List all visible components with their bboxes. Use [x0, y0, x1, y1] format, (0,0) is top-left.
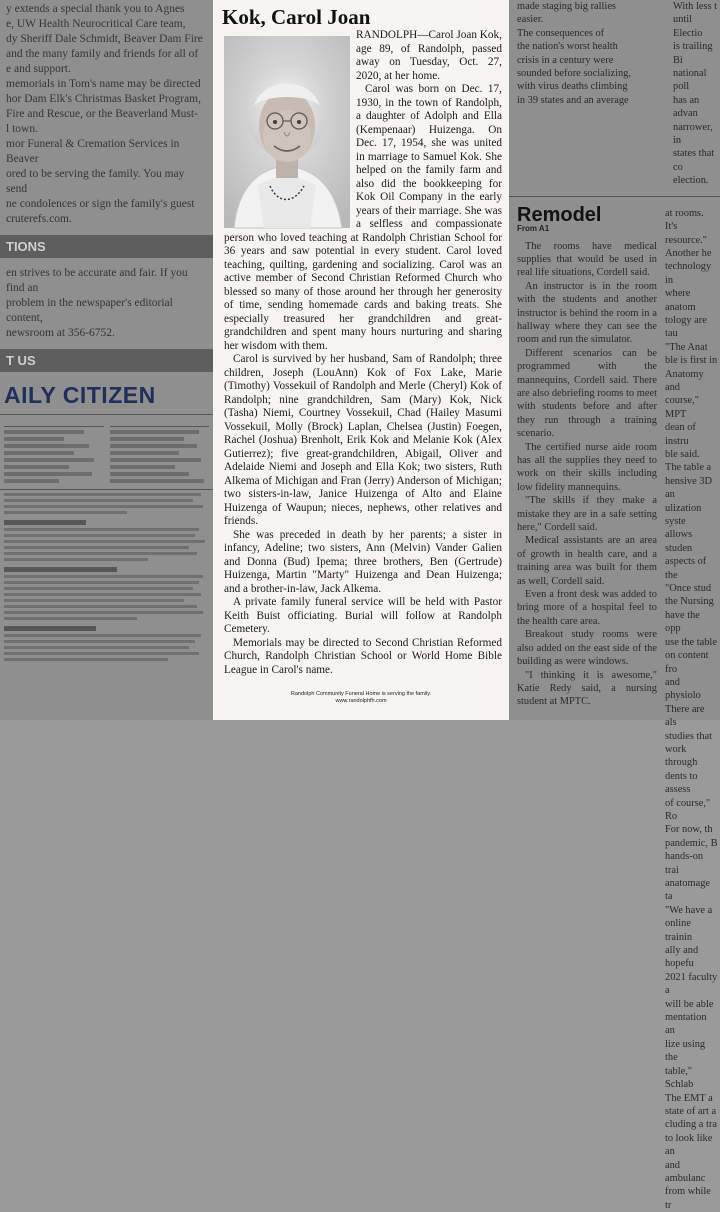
funeral-home-line: Randolph Community Funeral Home is serving the family. — [290, 691, 432, 697]
right-line: "The Anat — [665, 341, 708, 353]
left-line: e and support. — [6, 63, 71, 75]
right-line: mentation an — [665, 1012, 707, 1037]
right-line: "We have a — [665, 904, 713, 916]
right-line: studies that — [665, 730, 713, 742]
left-line: en strives to be accurate and fair. If you find an — [6, 267, 188, 294]
right-line: crisis in a century were — [517, 54, 614, 66]
remodel-col2 — [663, 207, 720, 1212]
contact-directory — [0, 418, 213, 486]
right-line: lize using the — [665, 1038, 706, 1064]
right-top-col2 — [671, 0, 720, 188]
remodel-paragraph: Different scenarios can be programmed with the mannequins, Cordell said. There are also debriefing rooms to meet with students before and after they run through a training scenario. — [517, 347, 657, 440]
right-line: state of art a — [665, 1105, 717, 1117]
right-line: have the opp — [665, 609, 700, 635]
right-top-columns — [509, 0, 720, 188]
left-page-dimmed — [0, 0, 213, 720]
right-line: allows studen — [665, 529, 693, 554]
contact-band: T US — [0, 349, 213, 372]
right-top-col1 — [509, 0, 671, 188]
right-line: to look like an — [665, 1132, 713, 1158]
right-line: made staging big rallies — [517, 1, 616, 12]
left-line: hor Dam Elk's Christmas Basket Program, — [6, 93, 201, 105]
right-line: course," MPT — [665, 395, 699, 420]
photo-spacer — [224, 29, 350, 231]
right-line: is trailing Bi — [673, 41, 713, 66]
left-line: ored to be serving the family. You may send — [6, 168, 185, 195]
right-line: on content fro — [665, 650, 709, 675]
left-top-text — [0, 0, 213, 229]
directory-col-left — [4, 418, 104, 486]
obituary-paragraph: Memorials may be directed to Second Christian Reformed Church, Randolph Christian School or World Home Bible League in Carol's name. — [224, 636, 502, 676]
divider — [509, 196, 720, 197]
left-line: and the many family and friends for all of — [6, 48, 199, 60]
funeral-home-url: www.randolphfh.com — [335, 697, 387, 704]
right-line: and ambulanc — [665, 1159, 706, 1184]
obituary-body — [213, 29, 509, 677]
remodel-paragraph: "I thinking it is awesome," Katie Redy said, a nursing student at MPTC. — [517, 669, 657, 708]
right-line: easier. — [517, 14, 544, 26]
right-line: with virus deaths climbing — [517, 81, 628, 93]
obituary-paragraph: A private family funeral service will be held with Pastor Keith Buist officiating. Burial will follow at Randolph Cemetery. — [224, 596, 502, 635]
left-line: y extends a special thank you to Agnes — [6, 3, 185, 15]
right-line: pandemic, B — [665, 837, 718, 849]
funeral-home-credit — [213, 691, 509, 704]
right-line: 2021 faculty a — [665, 971, 718, 997]
right-line: hensive 3D an — [665, 475, 713, 501]
right-line: There are als — [665, 703, 705, 729]
right-line: tology are tau — [665, 314, 707, 340]
right-line: resource." — [665, 234, 708, 246]
left-line: e, UW Health Neurocritical Care team, — [6, 18, 186, 30]
corrections-band: TIONS — [0, 235, 213, 258]
right-line: election. — [673, 175, 709, 187]
remodel-paragraph: The certified nurse aide room has all the supplies they need to work on their skills including low fidelity mannequins. — [517, 441, 657, 493]
right-line: hands-on trai — [665, 851, 704, 876]
left-line: cruterefs.com. — [6, 213, 72, 225]
remodel-col1 — [509, 203, 663, 1212]
right-line: aspects of the — [665, 556, 707, 581]
right-line: "Once stud — [665, 583, 712, 595]
right-line: Anatomy and — [665, 368, 704, 393]
obituary-clipping — [213, 0, 509, 720]
obituary-paragraph: Carol was born on Dec. 17, 1930, in the town of Randolph, a daughter of Adolph and Ella (Kempenaar) Huizenga. On Dec. 17, 1954, she was united in marriage to Samuel Kok. She helped on the family farm and also did the bookkeeping for Kok Oil Company in the early years of their marriage. She was a selfless and compassionate person who loved teaching at Randolph Christian School for 36 years and saw potential in every student. Carol loved teaching, quilting, gardening and socializing. Carol was an active member of Second Christian Reformed Church who blessed so many of those around her through her generosity of time, sending homemade cards and baking treats. She especially treasured her grandchildren and great-grandchildren and spent many hours nurturing and sharing her wisdom with them. — [224, 83, 502, 352]
remodel-paragraph: "The skills if they make a mistake they are in a safe setting here," Cordell said. — [517, 495, 657, 534]
obituary-title: Kok, Carol Joan — [222, 5, 371, 29]
left-line: l town. — [6, 123, 38, 135]
right-line: national poll — [673, 68, 707, 93]
fine-print-block — [0, 493, 213, 661]
right-line: The EMT a — [665, 1092, 713, 1104]
right-line: cluding a tra — [665, 1119, 717, 1131]
remodel-paragraph: The rooms have medical supplies that would be used in real life situations, Cordell said. — [517, 240, 657, 279]
remodel-byline: From A1 — [517, 224, 550, 234]
masthead: AILY CITIZEN — [4, 382, 156, 408]
remodel-paragraph: Even a front desk was added to bring more of a hospital feel to the health care area. — [517, 589, 657, 627]
right-line: states that co — [673, 148, 715, 173]
obituary-paragraph: Carol is survived by her husband, Sam of Randolph; three children, Joseph (LouAnn) Kok of Fox Lake, Marie (Timothy) Vossekuil of Randolph and Merle (Cheryl) Kok of Randolph; nine grandchildren, Sam (Mary) Kok, Nick (Tasha) Niemi, Courtney Vossekuil, Chad (Hailey Masumi Vossekuil, Molly (Brock) Laplan, Chelsea (Justin) Foegen, Rachel (Joshua) Brenholt, Erik Kok and Melanie Kok (Alex Gutierrez); five great-grandchildren, Abigail, Oliver and Adelaide Niemi and Joseph and Ella Kok; two sisters, Ruth Alkema of Michigan and Fran (Jerry) Anderson of Michigan; two sisters-in-law, Janice Huizenga of Alto and Elaine Huizenga of Waupun; nieces, nephews, other relatives and friends. — [224, 353, 502, 527]
right-line: dents to assess — [665, 770, 698, 796]
right-line: anatomage ta — [665, 878, 711, 903]
left-line: problem in the newspaper's editorial content, — [6, 297, 173, 324]
corrections-text — [0, 264, 213, 343]
right-line: work through — [665, 743, 698, 769]
right-line: sounded before socializing, — [517, 68, 631, 80]
remodel-paragraph: Medical assistants are an area of growth in health care, and a training area was built for them as well, Cordell said. — [517, 535, 657, 587]
right-line: until Electio — [673, 14, 703, 39]
right-line: of course," Ro — [665, 797, 711, 822]
right-line: the nation's worst health — [517, 41, 618, 53]
remodel-headline: Remodel — [517, 203, 602, 226]
right-line: ally and hopefu — [665, 945, 699, 970]
right-line: With less t — [673, 1, 718, 12]
left-line: memorials in Tom's name may be directed — [6, 78, 201, 90]
right-line: ulization syste — [665, 502, 702, 528]
right-line: ble said. — [665, 449, 700, 460]
right-line: ble is first in — [665, 355, 718, 367]
right-line: technology in — [665, 261, 712, 286]
right-line: dean of instru — [665, 422, 696, 447]
left-line: dy Sheriff Dale Schmidt, Beaver Dam Fire — [6, 33, 203, 45]
right-line: where anatom — [665, 288, 696, 313]
right-line: narrower, in — [673, 121, 713, 147]
left-line: Fire and Rescue, or the Beaverland Must- — [6, 108, 198, 120]
right-line: from while tr — [665, 1186, 711, 1211]
right-line: Another he — [665, 247, 712, 259]
remodel-paragraph: Breakout study rooms were also added on the east side of the building as were windows. — [517, 629, 657, 668]
right-line: The consequences of — [517, 27, 605, 39]
right-line: will be able — [665, 998, 714, 1010]
right-line: online trainin — [665, 918, 693, 943]
right-line: has an advan — [673, 94, 700, 120]
left-line: newsroom at 356-6752. — [6, 327, 115, 339]
remodel-article — [509, 203, 720, 1212]
right-line: in 39 states and an average — [517, 94, 629, 106]
right-line: For now, th — [665, 824, 713, 836]
right-line: at rooms. It's — [665, 207, 704, 233]
obituary-paragraph: RANDOLPH—Carol Joan Kok, age 89, of Randolph, passed away on Tuesday, Oct. 27, 2020, at her home. — [356, 29, 502, 82]
remodel-paragraph: An instructor is in the room with the students and another instructor is behind the room in a hallway where they can see the room and run the simulator. — [517, 280, 657, 346]
directory-col-right — [110, 418, 210, 486]
left-line: mor Funeral & Cremation Services in Beaver — [6, 138, 180, 165]
obituary-paragraph: She was preceded in death by her parents; a sister in infancy, Adeline; two sisters, Ann (Melvin) Vander Galien and Donna (Bud) Ipema; three brothers, Ben (Gertrude) Huizenga, Martin "Marty" Huizenga and Dean Huizenga; and a brother-in-law, Jack Alkema. — [224, 528, 502, 595]
right-line: use the table — [665, 636, 717, 648]
divider — [0, 489, 213, 490]
left-line: ne condolences or sign the family's guest — [6, 198, 195, 210]
right-line: table," Schlab — [665, 1065, 694, 1091]
right-line: the Nursing — [665, 596, 714, 608]
divider — [0, 414, 213, 415]
right-page-dimmed — [509, 0, 720, 1211]
right-line: The table a — [665, 462, 712, 474]
right-line: and physiolo — [665, 676, 701, 702]
